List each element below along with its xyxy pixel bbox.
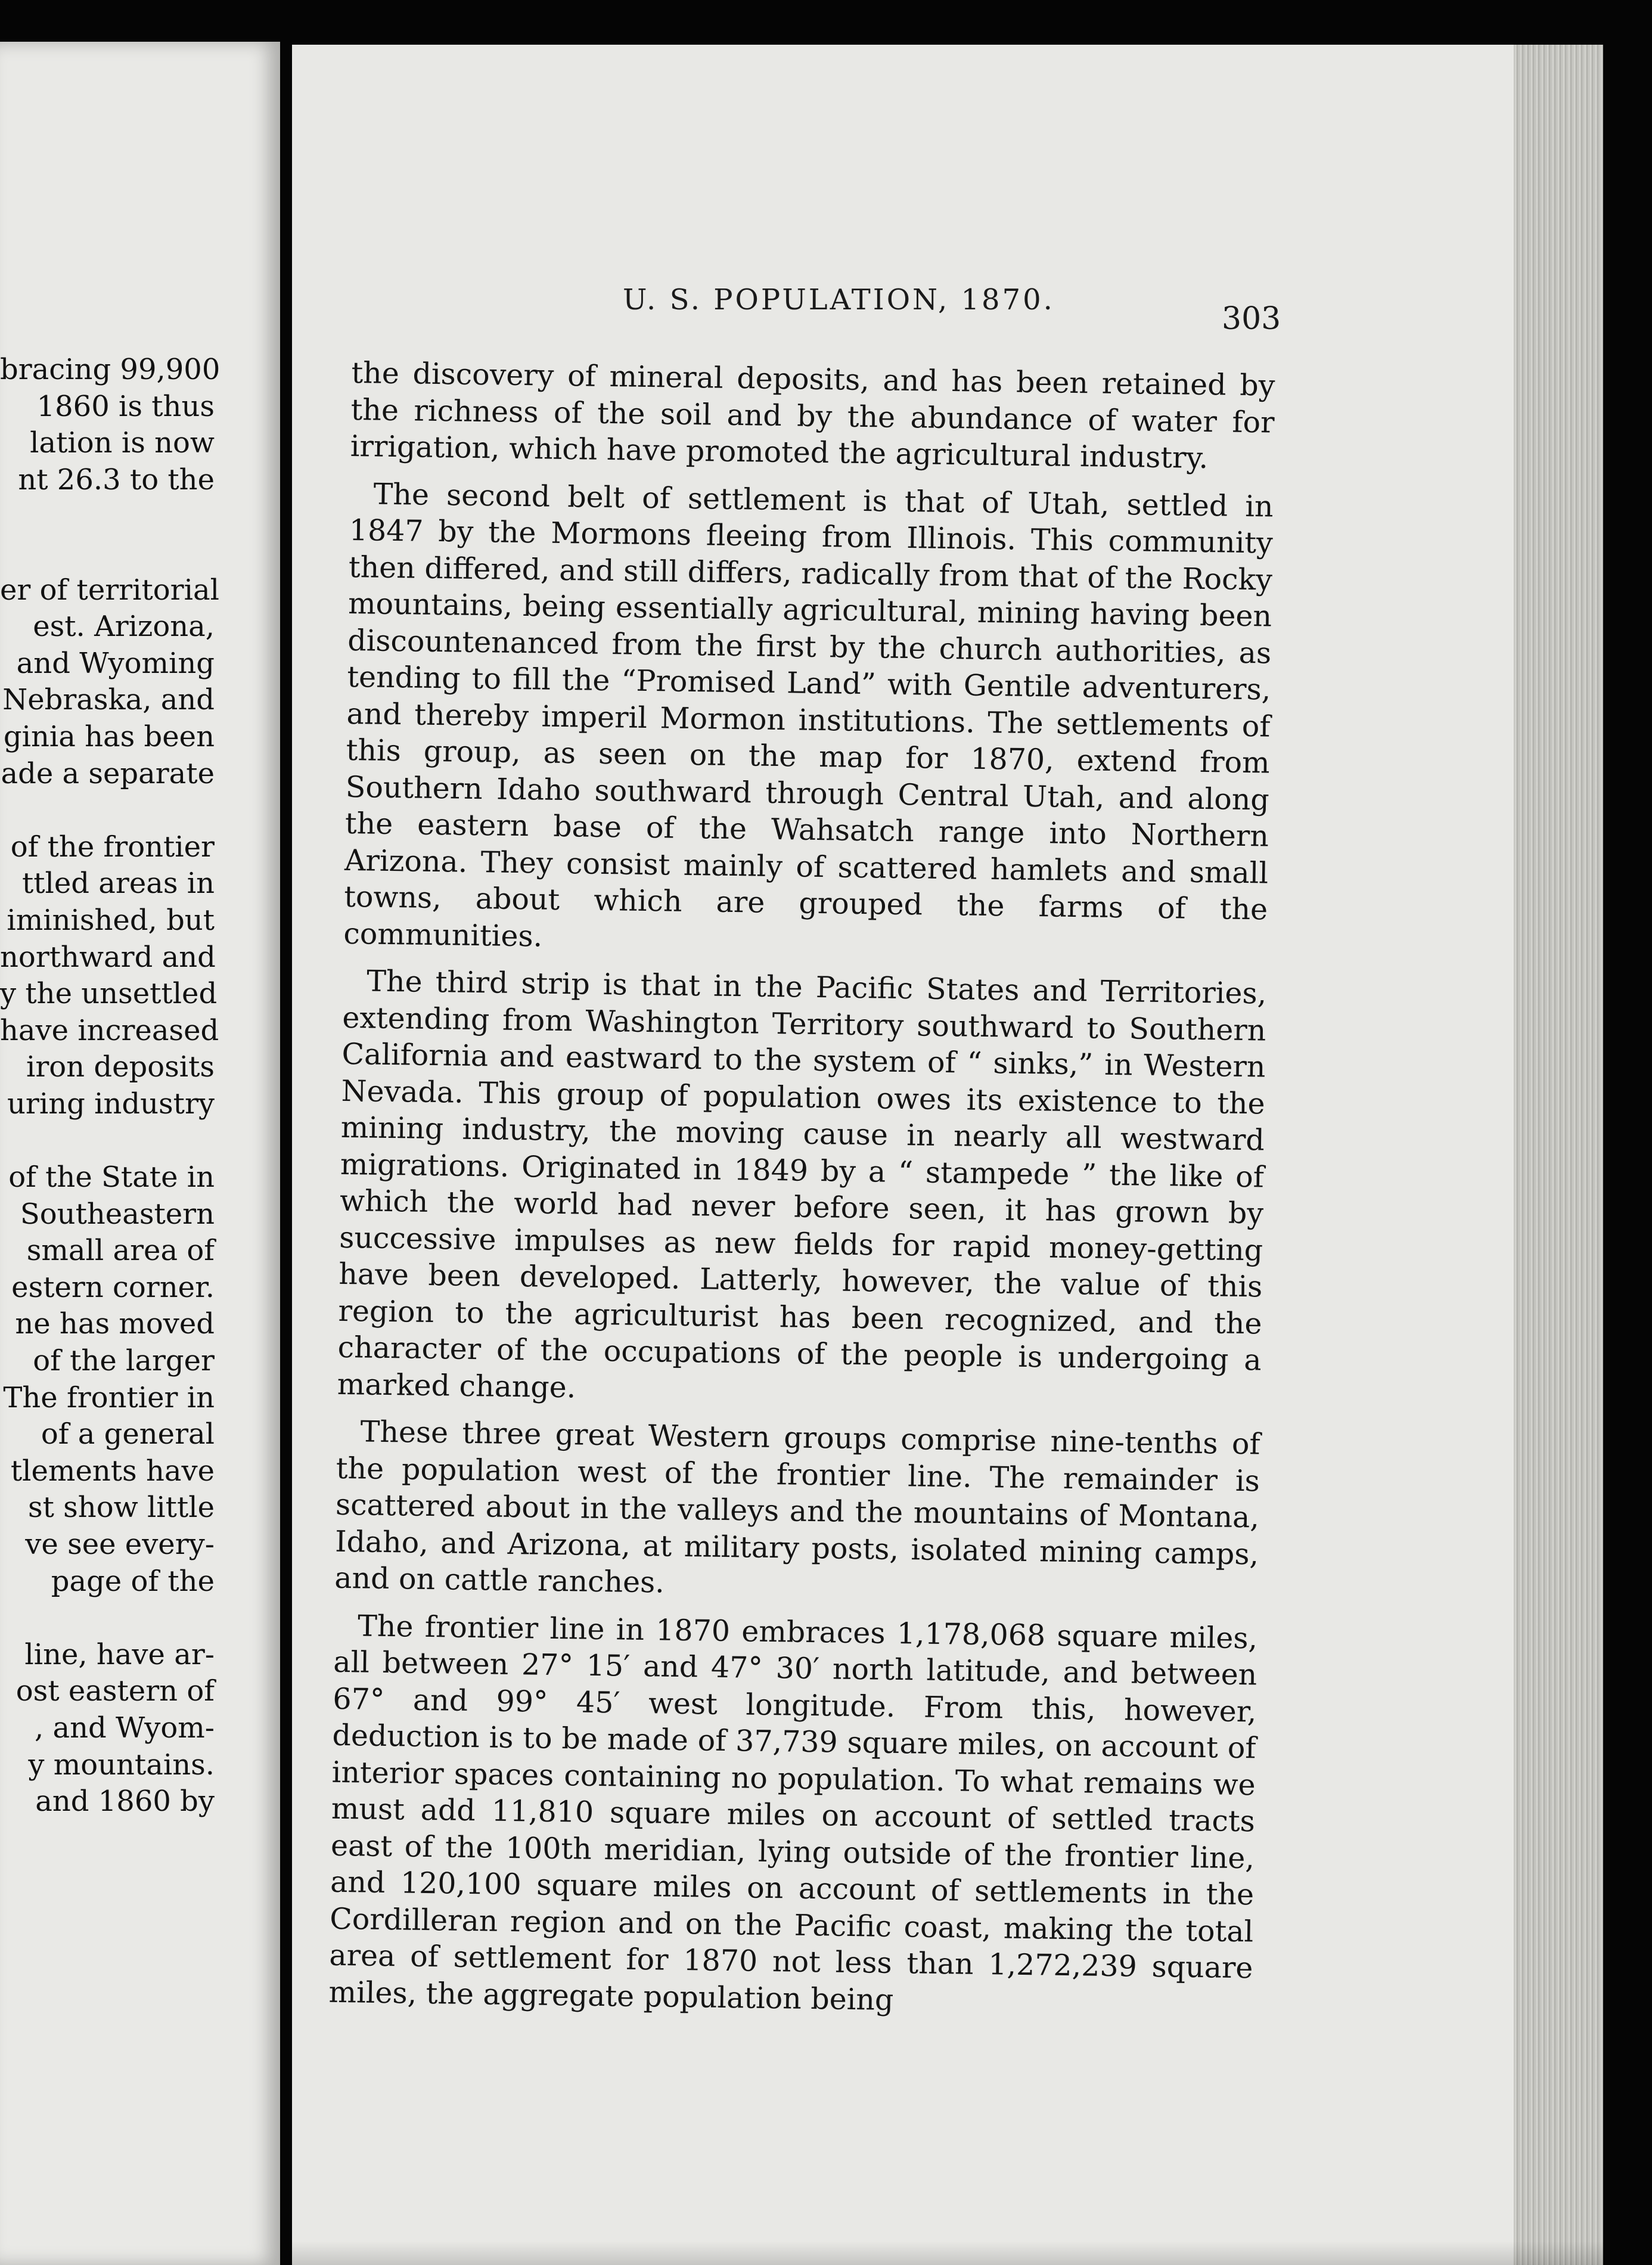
left-page-line: of the larger	[33, 1344, 215, 1378]
left-page-line	[0, 1122, 215, 1159]
page-shadow	[292, 2241, 1603, 2265]
paragraph: These three great Western groups comprise nine-tenths of the population west of the frontier line. The remainder is scattered about in the valleys and the mountains of Montana, Idaho, and Arizona, at military posts, isolated mining camps, and on cattle ranches.	[334, 1414, 1261, 1600]
left-page-line: Nebraska, and	[2, 683, 215, 717]
left-page-line: , and Wyom-	[34, 1711, 215, 1745]
left-page-line: have increased	[0, 1013, 219, 1047]
left-page-line: estern corner.	[11, 1270, 215, 1304]
paragraph: The frontier line in 1870 embraces 1,178,068 square miles, all between 27° 15′ and 47° 30′ north latitude, and between 67° and 99° 45′ west longitude. From this, however, deduction is to be made of 37,739 square miles, on account of interior spaces containing no population. To what remains we must add 11,810 square miles on account of settled tracts east of the 100th meridian, lying outside of the frontier line, and 120,100 square miles on account of settlements in the Cordilleran region and on the Pacific coast, making the total area of settlement for 1870 not less than 1,272,239 square miles, the aggregate population being	[328, 1608, 1258, 2017]
left-page-line: iminished, but	[7, 903, 215, 937]
left-page-line: ade a separate	[1, 756, 215, 790]
left-page-line: and Wyoming	[16, 646, 215, 680]
left-page-line: ve see every-	[25, 1528, 215, 1561]
left-page-line: small area of	[26, 1234, 215, 1268]
paragraph: the discovery of mineral deposits, and has been retained by the richness of the soil and by the abundance of water for irrigation, which have promoted the agricultural industry.	[350, 355, 1275, 476]
left-page-line: est. Arizona,	[33, 610, 215, 644]
left-page-line: ost eastern of	[15, 1674, 215, 1708]
left-page-line: line, have ar-	[24, 1637, 215, 1671]
left-page-text	[0, 352, 221, 1820]
body-text	[328, 355, 1275, 2034]
left-page-line	[0, 1600, 215, 1637]
left-page-line: ne has moved	[15, 1307, 215, 1341]
left-page-line: 1860 is thus	[36, 389, 215, 423]
page-edge	[1514, 45, 1603, 2265]
left-page-line: y mountains.	[28, 1748, 215, 1782]
left-page-line: of the State in	[8, 1161, 215, 1194]
left-page-line: st show little	[27, 1491, 215, 1525]
left-page-line: of the frontier	[10, 830, 215, 864]
left-page-line	[0, 792, 215, 829]
paragraph: The third strip is that in the Pacific States and Territories, extending from Washington Territory southward to Southern California and eastward to the system of “ sinks,” in Western Nevada. This group of population owes its existence to the mining industry, the moving cause in nearly all westward migrations. Originated in 1849 by a “ stampede ” the like of which the world had never before seen, it has grown by successive impulses as new fields for rapid money-getting have been developed. Latterly, however, the value of this region to the agriculturist has been recognized, and the character of the occupations of the people is undergoing a marked change.	[337, 964, 1267, 1404]
left-page-line: tlements have	[10, 1454, 215, 1488]
left-page-line: nt 26.3 to the	[18, 463, 215, 497]
left-page-line: ttled areas in	[21, 867, 215, 901]
left-page-line: northward and	[0, 940, 216, 974]
left-page-line: The frontier in	[3, 1380, 215, 1414]
left-page-line: ginia has been	[3, 719, 215, 753]
left-page-line	[0, 535, 215, 572]
left-page	[0, 42, 280, 2265]
left-page-line: iron deposits	[26, 1050, 215, 1084]
left-page-line: bracing 99,900	[0, 353, 221, 386]
left-page-line: and 1860 by	[35, 1785, 215, 1819]
left-page-line: Southeastern	[20, 1197, 215, 1231]
left-page-line: y the unsettled	[0, 977, 218, 1011]
paragraph: The second belt of settlement is that of Utah, settled in 1847 by the Mormons fleeing from Illinois. This community then differed, and still differs, radically from that of the Rocky mountains, being essentially agricultural, mining having been discountenanced from the first by the church authorities, as tending to fill the “Promised Land” with Gentile adventurers, and thereby imperil Mormon institutions. The settlements of this group, as seen on the map for 1870, extend from Southern Idaho southward through Central Utah, and along the eastern base of the Wahsatch range into Northern Arizona. They consist mainly of scattered hamlets and small towns, about which are grouped the farms of the communities.	[343, 477, 1274, 954]
left-page-line: lation is now	[30, 426, 215, 460]
running-header: U. S. POPULATION, 1870.	[623, 283, 1055, 317]
left-page-line: er of territorial	[0, 573, 219, 607]
right-page	[292, 45, 1603, 2265]
page-number: 303	[1222, 301, 1281, 337]
left-page-line: of a general	[41, 1417, 215, 1451]
left-page-line	[0, 498, 215, 535]
left-page-line: page of the	[51, 1564, 215, 1598]
left-page-line: uring industry	[7, 1087, 215, 1121]
